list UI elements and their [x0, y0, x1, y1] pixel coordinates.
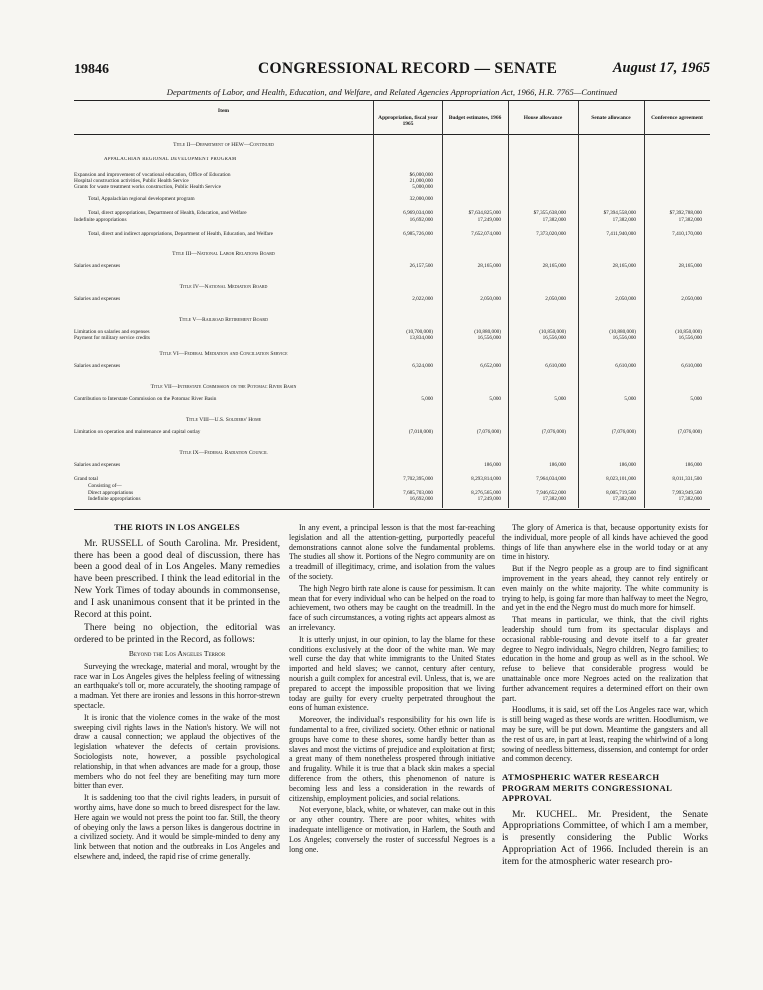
cell-value: $7,355,638,000 [533, 210, 566, 216]
editorial-paragraph: Hoodlums, it is said, set off the Los Angeles race war, which is still being waged as these words are written. Hoodlumism, we may be sure, will be put down. Meantime the gangsters and all the rest of us are, in part at least, reaping the whirlwind of a long sowing of needless bitterness, dissension, and contempt for order and common decency. [502, 705, 708, 764]
cell-value: 21,000,000 [409, 178, 433, 184]
cell-value: 16,556,000 [477, 335, 501, 341]
editorial-paragraph: It is ironic that the violence comes in the wake of the most sweeping civil rights laws in the Nation's history. We will not draw a causal connection; we applaud the objectives of the legislation whatever the defects of certain provisions. Sociologists note, however, a possible psychological relationship, in that when advances are made for a group, those members who do not feel they are benefiting may turn more bitter than ever. [74, 712, 280, 791]
row-label: Limitation on operation and maintenance and capital outlay [74, 429, 201, 435]
cell-value: 8,276,565,000 [471, 490, 501, 496]
cell-value: 7,373,020,000 [536, 231, 566, 237]
cell-value: 32,000,000 [409, 196, 433, 202]
cell-value: $6,000,000 [409, 172, 433, 178]
editorial-paragraphs-left [74, 662, 280, 862]
cell-value: 17,382,000 [678, 496, 702, 502]
publication-title: CONGRESSIONAL RECORD — SENATE [258, 60, 558, 77]
header-house: House allowance [523, 115, 563, 121]
row-label: Indefinite appropriations [74, 217, 127, 223]
cell-value: $7,392,788,000 [669, 210, 702, 216]
cell-value: 17,249,000 [477, 217, 501, 223]
row-label: Payment for military service credits [74, 335, 150, 341]
cell-value: 6,652,000 [480, 363, 501, 369]
editorial-paragraph: But if the Negro people as a group are to find significant improvement in the years ahead, they cannot rely entirely or even mainly on the white majority. The white community is trying to help, is going far more than halfway to meet the Negro, and yet in the end the Negro must do much more for himself. [502, 564, 708, 613]
cell-value: (10,880,000) [474, 329, 501, 335]
cell-value: (7,076,000) [476, 429, 501, 435]
cell-value: 28,165,000 [612, 263, 636, 269]
cell-value: 6,969,034,000 [403, 210, 433, 216]
cell-value: 7,946,652,000 [536, 490, 566, 496]
cell-value: 2,050,000 [681, 296, 702, 302]
cell-value: 8,005,719,500 [606, 490, 636, 496]
row-label: Salaries and expenses [74, 296, 121, 302]
row-label: Limitation on salaries and expenses [74, 329, 150, 335]
editorial-paragraph: Surveying the wreckage, material and moral, wrought by the race war in Los Angeles gives the helpless feeling of witnessing an earthquake's toll or, more accurately, the shooting rampage of a madman. Yet there are ironies and lessons in this horror-strewn spectacle. [74, 661, 280, 710]
cell-value: 7,964,034,000 [536, 476, 566, 482]
cell-value: 5,000,000 [412, 184, 433, 190]
cell-value: 7,685,703,000 [403, 490, 433, 496]
page-number: 19846 [74, 62, 109, 77]
appropriations-table [74, 100, 710, 510]
cell-value: (7,076,000) [611, 429, 636, 435]
row-label: Direct appropriations [88, 490, 134, 496]
row-label: Total, direct and indirect appropriations, Department of Health, Education, and Welfare [88, 231, 274, 237]
cell-value: 17,382,000 [542, 496, 566, 502]
cell-value: 6,610,000 [545, 363, 566, 369]
water-research-heading: ATMOSPHERIC WATER RESEARCH PROGRAM MERITS CONGRESSIONAL APPROVAL [502, 772, 672, 804]
row-label: Title III—National Labor Relations Board [172, 251, 275, 257]
cell-value: $7,394,558,000 [603, 210, 636, 216]
header-conference: Conference agreement [651, 115, 703, 121]
header-appropriation: Appropriation, fiscal year 1965 [378, 115, 438, 128]
row-label: Title V—Railroad Retirement Board [179, 317, 268, 323]
cell-value: 28,165,000 [477, 263, 501, 269]
editorial-paragraphs-middle [289, 523, 495, 854]
editorial-paragraphs-right [502, 523, 708, 764]
cell-value: (10,700,000) [406, 329, 433, 335]
riots-heading: THE RIOTS IN LOS ANGELES [114, 522, 240, 532]
cell-value: 186,000 [619, 462, 636, 468]
row-label: Grants for waste treatment works construction, Public Health Service [74, 184, 221, 190]
row-label: Indefinite appropriations [88, 496, 141, 502]
cell-value: 16,556,000 [612, 335, 636, 341]
column-rule [644, 101, 645, 508]
row-label: Expansion and improvement of vocational education, Office of Education [74, 172, 231, 178]
cell-value: 16,556,000 [678, 335, 702, 341]
issue-date: August 17, 1965 [612, 60, 710, 76]
page-header [74, 60, 710, 82]
row-label: Salaries and expenses [74, 462, 121, 468]
column-right [502, 523, 708, 870]
row-label: APPALACHIAN REGIONAL DEVELOPMENT PROGRAM [104, 157, 237, 162]
cell-value: 7,652,074,000 [471, 231, 501, 237]
header-rule [74, 134, 710, 135]
cell-value: $7,634,825,000 [468, 210, 501, 216]
row-label: Salaries and expenses [74, 363, 121, 369]
header-senate: Senate allowance [591, 115, 631, 121]
row-label: Total, direct appropriations, Department of Health, Education, and Welfare [88, 210, 247, 216]
row-label: Consisting of— [88, 483, 122, 489]
cell-value: 26,157,500 [409, 263, 433, 269]
row-label: Contribution to Interstate Commission on the Potomac River Basin [74, 396, 217, 402]
row-label: Salaries and expenses [74, 263, 121, 269]
cell-value: 5,000 [554, 396, 566, 402]
cell-value: (10,880,000) [609, 329, 636, 335]
russell-intro: Mr. RUSSELL of South Carolina. Mr. President, there has been a good deal of discussion, there has been a good deal of in Los Angeles. Many remedies have been prescribed. I think the lead editorial in the New York Times of today abounds in commonsense, and I ask unanimous consent that it be printed in the Record at this point. [74, 537, 280, 620]
cell-value: 186,000 [549, 462, 566, 468]
cell-value: 2,050,000 [615, 296, 636, 302]
column-rule [508, 101, 509, 508]
editorial-paragraph: It is saddening too that the civil rights leaders, in pursuit of worthy aims, have done so much to breed disrespect for the law. Here again we would not press the point too far. Still, the theory of obeying only the laws a person likes is dangerous doctrine in a civilized society. And it would be simple-minded to deny any link between that notion and the outbreaks in Los Angeles and elsewhere and, indeed, the rapid rise of crime generally. [74, 793, 280, 861]
table-subtitle: Departments of Labor, and Health, Education, and Welfare, and Related Agencies Appropriation Act, 1966, H.R. 7765—Continued [166, 87, 618, 97]
editorial-paragraph: The high Negro birth rate alone is cause for pessimism. It can mean that for every individual who can be helped on the road to achievement, two others may be caught on the treadmill. In the face of such circumstances, a voting rights act appears almost as an irrelevancy. [289, 583, 495, 632]
editorial-paragraph: Moreover, the individual's responsibility for his own life is fundamental to a free, civilized society. Other ethnic or national groups have come to these shores, some hardly better than as slaves and most the victims of prejudice and exploitation at first; a great many of them nonetheless prospered through initiative and frugality. While it is true that a black skin makes a special difference from the others, this phenomenon of nature is becoming less and less a consideration in the rewards of citizenship, employment policies, and social relations. [289, 715, 495, 803]
header-budget: Budget estimates, 1966 [448, 115, 502, 121]
cell-value: 17,382,000 [612, 217, 636, 223]
editorial-title: Beyond the Los Angeles Terror [128, 648, 226, 658]
editorial-paragraph: It is utterly unjust, in our opinion, to lay the blame for these conditions exclusively at the door of the white man. We may well curse the day that white immigrants to the United States imported and held slaves; we cannot, century after century, nourish a guilt complex for ancestral evil. Unless, that is, we are prepared to accept the impossible proposition that we living today are guilty for every cruelty perpetrated throughout the eons of human existence. [289, 634, 495, 713]
cell-value: 16,556,000 [542, 335, 566, 341]
row-label: Title VIII—U.S. Soldiers' Home [185, 417, 262, 423]
cell-value: 16,692,000 [409, 217, 433, 223]
cell-value: 7,993,949,500 [672, 490, 702, 496]
cell-value: 28,165,000 [542, 263, 566, 269]
cell-value: 2,050,000 [480, 296, 501, 302]
cell-value: 16,692,000 [409, 496, 433, 502]
cell-value: 186,000 [685, 462, 702, 468]
cell-value: (7,018,000) [408, 429, 433, 435]
no-objection-text: There being no objection, the editorial was ordered to be printed in the Record, as follows: [74, 622, 280, 646]
row-label: Total, Appalachian regional development program [88, 196, 195, 202]
cell-value: 17,382,000 [678, 217, 702, 223]
cell-value: 8,293,814,000 [471, 476, 501, 482]
row-label: Title VII—Interstate Commission on the Potomac River Basin [150, 384, 297, 390]
kuchel-text: Mr. KUCHEL. Mr. President, the Senate Appropriations Committee, of which I am a member, is presently considering the Public Works Appropriation Act of 1966. Included therein is an item for the atmospheric water research pro- [502, 808, 708, 867]
cell-value: 7,411,940,000 [606, 231, 636, 237]
editorial-paragraph: Not everyone, black, white, or whatever, can make out in this or any other country. There are poor whites, whites with inadequate intelligence or motivation, in Harlem, the South and Los Angeles; conversely the roster of successful Negroes is a long one. [289, 805, 495, 854]
editorial-paragraph: The glory of America is that, because opportunity exists for the individual, more people of all kinds have achieved the good things of life than anywhere else in the world today or at any time in history. [502, 523, 708, 562]
cell-value: 6,324,000 [412, 363, 433, 369]
cell-value: 28,165,000 [678, 263, 702, 269]
editorial-paragraph: That means in particular, we think, that the civil rights leadership should turn from its spectacular displays and occasional rabble-rousing and devote itself to a far greater degree to Negro individuals, Negro children, Negro families; to education in the home and group as well as in the school. We refuse to believe that considerable progress would be unattainable once more Negroes acted on the realization that further advancement requires a determined effort on their own part. [502, 615, 708, 703]
column-rule [442, 101, 443, 508]
cell-value: 2,050,000 [545, 296, 566, 302]
column-rule [578, 101, 579, 508]
cell-value: 13,834,000 [409, 335, 433, 341]
cell-value: 5,000 [624, 396, 636, 402]
cell-value: 6,610,000 [681, 363, 702, 369]
cell-value: 5,000 [489, 396, 501, 402]
cell-value: (10,850,000) [539, 329, 566, 335]
cell-value: (7,076,000) [677, 429, 702, 435]
row-label: Title VI—Federal Mediation and Conciliation Service [159, 351, 288, 357]
column-left [74, 523, 280, 864]
row-label: Hospital construction activities, Public Health Service [74, 178, 189, 184]
cell-value: (10,850,000) [675, 329, 702, 335]
cell-value: 7,410,170,000 [672, 231, 702, 237]
cell-value: 6,610,000 [615, 363, 636, 369]
editorial-paragraph: In any event, a principal lesson is that the most far-reaching legislation and all the attention-getting, purportedly peaceful demonstrations cannot alone solve the fundamental problems. The studies all show it. Portions of the Negro community are on a treadmill of illegitimacy, crime, and isolation from the values of the society. [289, 523, 495, 581]
cell-value: 7,702,395,000 [403, 476, 433, 482]
cell-value: 186,000 [484, 462, 501, 468]
cell-value: 17,249,000 [477, 496, 501, 502]
row-label: Title II—Department of HEW—Continued [173, 142, 274, 148]
cell-value: (7,076,000) [541, 429, 566, 435]
row-label: Title IX—Federal Radiation Council [179, 450, 268, 456]
column-middle [289, 523, 495, 856]
cell-value: 17,382,000 [612, 496, 636, 502]
cell-value: 5,000 [690, 396, 702, 402]
header-item: Item [217, 108, 230, 114]
cell-value: 5,000 [421, 396, 433, 402]
row-label: Title IV—National Mediation Board [179, 284, 268, 290]
cell-value: 6,985,726,000 [403, 231, 433, 237]
row-label: Grand total [74, 476, 98, 482]
cell-value: 8,011,331,500 [672, 476, 702, 482]
cell-value: 8,023,101,000 [606, 476, 636, 482]
cell-value: 2,022,000 [412, 296, 433, 302]
cell-value: 17,382,000 [542, 217, 566, 223]
